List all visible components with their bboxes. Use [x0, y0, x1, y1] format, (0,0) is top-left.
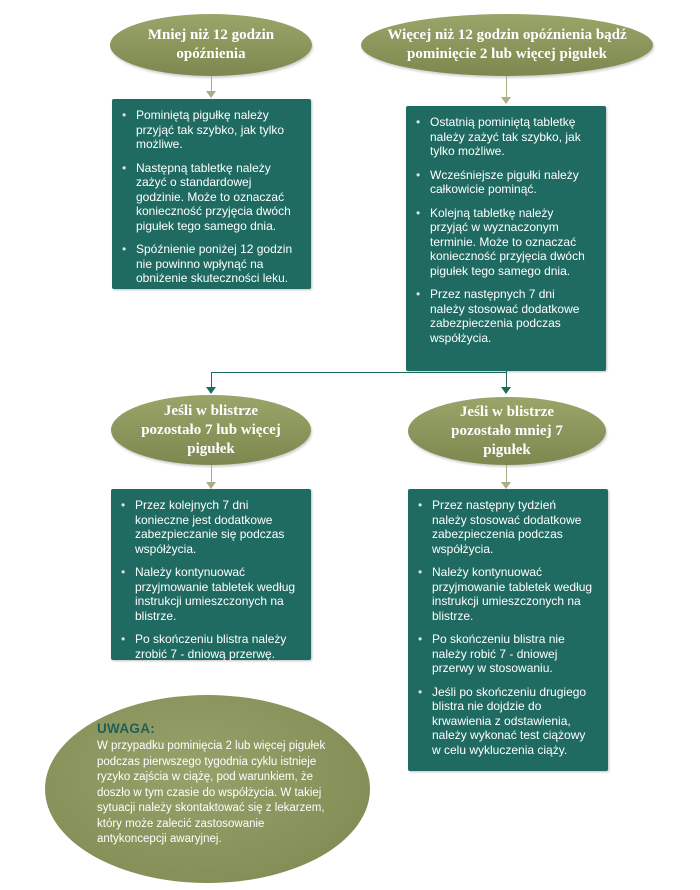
connector-split-horizontal [211, 372, 507, 373]
connector-top-left [211, 76, 212, 92]
list-item: • Po skończeniu blistra nie należy robić 7 - dniowej przerwy w stosowaniu. [418, 632, 594, 676]
arrow-top-left [206, 91, 216, 98]
warning-title: UWAGA: [97, 721, 156, 736]
oval-7-or-more [111, 395, 311, 465]
oval-more-than-12h [361, 14, 653, 76]
connector-bottom-left [211, 465, 212, 483]
list-item: • Należy kontynuować przyjmowanie tabletek według instrukcji umieszczonych na blistrze. [418, 565, 594, 623]
list-item: • Kolejną tabletkę należy przyjąć w wyznaczonym terminie. Może to oznaczać konieczność przyjęcia dwóch pigułek tego samego dnia. [416, 206, 592, 279]
box-more-than-12h [406, 106, 606, 371]
connector-split-stem [506, 371, 507, 388]
box-7-or-more [111, 489, 311, 660]
list-item: • Spóźnienie poniżej 12 godzin nie powinno wpłynąć na obniżenie skuteczności leku. [122, 242, 297, 286]
box-less-than-7 [408, 489, 608, 771]
arrow-bottom-left [206, 482, 216, 489]
list-item: • Należy kontynuować przyjmowanie tabletek według instrukcji umieszczonych na blistrze. [121, 565, 297, 623]
arrow-split-left [206, 387, 216, 394]
arrow-top-right [501, 97, 511, 104]
warning-text: W przypadku pominięcia 2 lub więcej pigułek podczas pierwszego tygodnia cyklu istnieje ryzyko zajścia w ciążę, pod warunkiem, że doszło w tym czasie do współżycia. W takiej sytuacji należy skontaktować się z lekarzem, który może zalecić zastosowanie antykoncepcji awaryjnej. [97, 740, 326, 845]
connector-split-left [211, 372, 212, 388]
connector-top-right [506, 76, 507, 98]
box-less-than-12h [112, 99, 311, 289]
list-item: • Przez następny tydzień należy stosować dodatkowe zabezpieczenia podczas współżycia. [418, 498, 594, 556]
list-item: • Wcześniejsze pigułki należy całkowicie pominąć. [416, 168, 592, 197]
list-item: • Przez kolejnych 7 dni konieczne jest dodatkowe zabezpieczanie się podczas współżycia. [121, 498, 297, 556]
list-item: • Następną tabletkę należy zażyć o standardowej godzinie. Może to oznaczać konieczność przyjęcia dwóch pigułek tego samego dnia. [122, 161, 297, 234]
list-item: • Jeśli po skończeniu drugiego blistra nie dojdzie do krwawienia z odstawienia, należy wykonać test ciążowy w celu wykluczenia ciąży. [418, 685, 594, 758]
list-item: • Ostatnią pominiętą tabletkę należy zażyć tak szybko, jak tylko możliwe. [416, 115, 592, 159]
warning-note [45, 695, 370, 883]
oval-less-than-7-label: Jeśli w blistrze pozostało mniej 7 pigułek [451, 403, 563, 458]
oval-7-or-more-label: Jeśli w blistrze pozostało 7 lub więcej pigułek [141, 402, 281, 457]
oval-less-than-12h-label: Mniej niż 12 godzin opóźnienia [147, 27, 275, 62]
connector-bottom-right [506, 465, 507, 483]
oval-more-than-12h-label: Więcej niż 12 godzin opóźnienia bądź pominięcie 2 lub więcej pigułek [387, 27, 627, 62]
arrow-split-right [501, 387, 511, 394]
list-item: • Pominiętą pigułkę należy przyjąć tak szybko, jak tylko możliwe. [122, 108, 297, 152]
list-item: • Przez następnych 7 dni należy stosować dodatkowe zabezpieczenia podczas współżycia. [416, 287, 592, 345]
arrow-bottom-right [501, 482, 511, 489]
list-item: • Po skończeniu blistra należy zrobić 7 - dniową przerwę. [121, 632, 297, 661]
oval-less-than-7 [408, 397, 606, 465]
oval-less-than-12h [110, 14, 312, 76]
